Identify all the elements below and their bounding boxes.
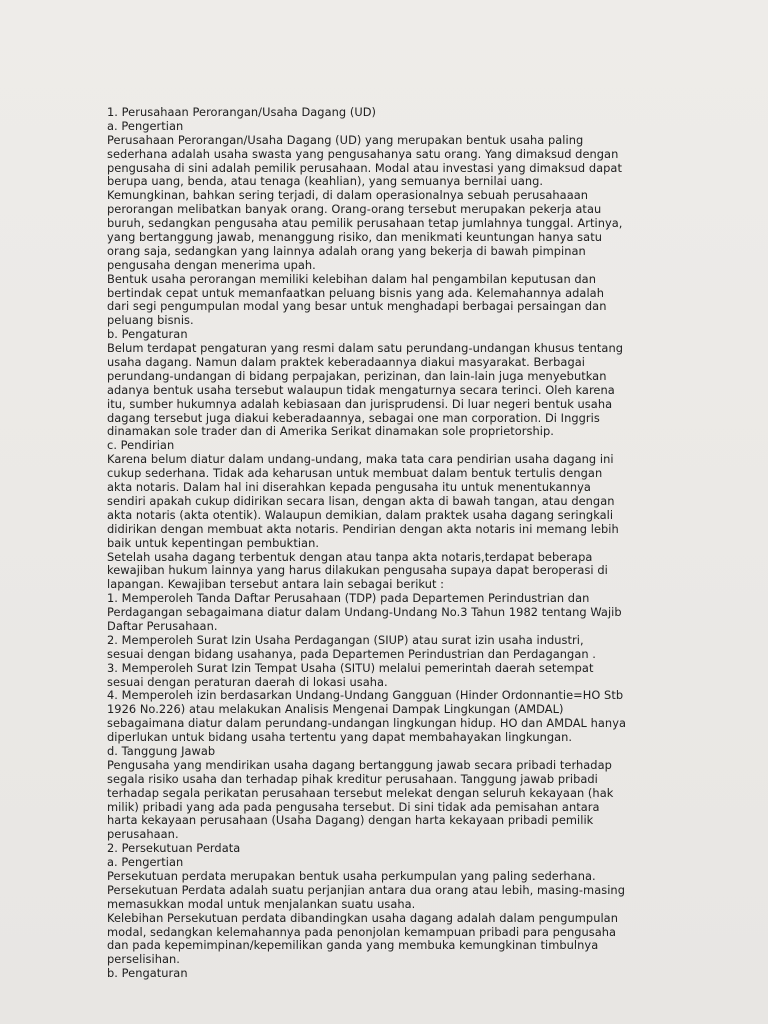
document-line: dinamakan sole trader dan di Amerika Serikat dinamakan sole proprietorship.	[107, 424, 554, 439]
document-line: cukup sederhana. Tidak ada keharusan untuk membuat dalam bentuk tertulis dengan	[107, 466, 603, 481]
document-line: orang saja, sedangkan yang lainnya adalah orang yang bekerja di bawah pimpinan	[107, 243, 586, 258]
document-line: d. Tanggung Jawab	[107, 743, 216, 758]
document-line: Setelah usaha dagang terbentuk dengan atau tanpa akta notaris,terdapat beberapa	[107, 549, 593, 564]
document-body	[107, 106, 707, 981]
document-line: dagang tersebut juga diakui keberadaannya, sebagai one man corporation. Di Inggris	[107, 410, 600, 425]
document-line: itu, sumber hukumnya adalah kebiasaan dan jurisprudensi. Di luar negeri bentuk usaha	[107, 396, 613, 411]
document-line: kewajiban hukum lainnya yang harus dilakukan pengusaha supaya dapat beroperasi di	[107, 563, 608, 578]
document-line: 3. Memperoleh Surat Izin Tempat Usaha (SITU) melalui pemerintah daerah setempat	[107, 660, 594, 675]
document-line: milik) pribadi yang ada pada pengusaha tersebut. Di sini tidak ada pemisahan antara	[107, 799, 600, 814]
document-line: sebagaimana diatur dalam perundang-undangan lingkungan hidup. HO dan AMDAL hanya	[107, 716, 627, 731]
document-line: sesuai dengan peraturan daerah di lokasi usaha.	[107, 674, 388, 689]
document-line: Belum terdapat pengaturan yang resmi dalam satu perundang-undangan khusus tentang	[107, 341, 624, 356]
document-line: memasukkan modal untuk menjalankan suatu usaha.	[107, 896, 416, 911]
document-line: Perdagangan sebagaimana diatur dalam Undang-Undang No.3 Tahun 1982 tentang Wajib	[107, 605, 622, 620]
document-line: 2. Persekutuan Perdata	[107, 841, 241, 856]
document-line: berupa uang, benda, atau tenaga (keahlian), yang semuanya bernilai uang.	[107, 174, 544, 189]
document-line: 1. Perusahaan Perorangan/Usaha Dagang (UD)	[107, 105, 377, 119]
document-line: pengusaha dengan menerima upah.	[107, 257, 316, 272]
document-line: 2. Memperoleh Surat Izin Usaha Perdagangan (SIUP) atau surat izin usaha industri,	[107, 632, 584, 647]
document-line: 1. Memperoleh Tanda Daftar Perusahaan (TDP) pada Departemen Perindustrian dan	[107, 591, 590, 606]
document-line: dan pada kepemimpinan/kepemilikan ganda yang membuka kemungkinan timbulnya	[107, 938, 599, 953]
document-line: terhadap segala perikatan perusahaan tersebut melekat dengan seluruh kekayaan (hak	[107, 785, 614, 800]
document-line: bertindak cepat untuk memanfaatkan peluang bisnis yang ada. Kelemahannya adalah	[107, 285, 604, 300]
document-line: Karena belum diatur dalam undang-undang, maka tata cara pendirian usaha dagang ini	[107, 452, 614, 467]
document-line: didirikan dengan membuat akta notaris. Pendirian dengan akta notaris ini memang lebih	[107, 521, 619, 536]
document-line: b. Pengaturan	[107, 327, 188, 342]
document-line: b. Pengaturan	[107, 966, 188, 981]
document-line: peluang bisnis.	[107, 313, 194, 328]
document-line: segala risiko usaha dan terhadap pihak kreditur perusahaan. Tanggung jawab pribadi	[107, 771, 598, 786]
document-line: Kelebihan Persekutuan perdata dibandingkan usaha dagang adalah dalam pengumpulan	[107, 910, 618, 925]
document-line: 1926 No.226) atau melakukan Analisis Mengenai Dampak Lingkungan (AMDAL)	[107, 702, 564, 717]
document-line: adanya bentuk usaha tersebut walaupun tidak mengaturnya secara terinci. Oleh karena	[107, 382, 615, 397]
document-line: baik untuk kepentingan pembuktian.	[107, 535, 320, 550]
document-line: a. Pengertian	[107, 855, 184, 870]
document-line: lapangan. Kewajiban tersebut antara lain sebagai berikut :	[107, 577, 445, 592]
document-line: c. Pendirian	[107, 438, 175, 453]
document-line: Persekutuan perdata merupakan bentuk usaha perkumpulan yang paling sederhana.	[107, 868, 596, 883]
document-line: yang bertanggung jawab, menanggung risiko, dan menikmati keuntungan hanya satu	[107, 230, 602, 245]
document-line: perselisihan.	[107, 952, 180, 967]
document-line: Persekutuan Perdata adalah suatu perjanjian antara dua orang atau lebih, masing-masing	[107, 882, 625, 897]
document-line: modal, sedangkan kelemahannya pada penonjolan kemampuan pribadi para pengusaha	[107, 924, 617, 939]
document-line: 4. Memperoleh izin berdasarkan Undang-Undang Gangguan (Hinder Ordonnantie=HO Stb	[107, 688, 624, 703]
document-line: Perusahaan Perorangan/Usaha Dagang (UD) yang merupakan bentuk usaha paling	[107, 132, 584, 147]
document-line: diperlukan untuk bidang usaha tertentu yang dapat membahayakan lingkungan.	[107, 730, 573, 745]
document-line: Pengusaha yang mendirikan usaha dagang bertanggung jawab secara pribadi terhadap	[107, 757, 612, 772]
document-line: Bentuk usaha perorangan memiliki kelebihan dalam hal pengambilan keputusan dan	[107, 271, 596, 286]
document-line: a. Pengertian	[107, 118, 184, 133]
document-line: akta notaris (akta otentik). Walaupun demikian, dalam praktek usaha dagang seringkali	[107, 507, 614, 522]
document-line: usaha dagang. Namun dalam praktek keberadaannya diakui masyarakat. Berbagai	[107, 355, 585, 370]
document-line: buruh, sedangkan pengusaha atau pemilik perusahaan tetap jumlahnya tunggal. Artinya,	[107, 216, 623, 231]
document-line: Daftar Perusahaan.	[107, 618, 218, 633]
document-line: Kemungkinan, bahkan sering terjadi, di dalam operasionalnya sebuah perusahaaan	[107, 188, 589, 203]
document-line: sendiri apakah cukup didirikan secara lisan, dengan akta di bawah tangan, atau dengan	[107, 493, 615, 508]
document-line: dari segi pengumpulan modal yang besar untuk menghadapi berbagai persaingan dan	[107, 299, 607, 314]
document-line: sesuai dengan bidang usahanya, pada Departemen Perindustrian dan Perdagangan .	[107, 646, 596, 661]
document-line: pengusaha di sini adalah pemilik perusahaan. Modal atau investasi yang dimaksud dapat	[107, 160, 622, 175]
document-line: perorangan melibatkan banyak orang. Orang-orang tersebut merupakan pekerja atau	[107, 202, 602, 217]
document-line: akta notaris. Dalam hal ini diserahkan kepada pengusaha itu untuk menentukannya	[107, 480, 591, 495]
document-line: sederhana adalah usaha swasta yang pengusahanya satu orang. Yang dimaksud dengan	[107, 146, 619, 161]
document-line: harta kekayaan perusahaan (Usaha Dagang) dengan harta kekayaan pribadi pemilik	[107, 813, 594, 828]
document-line: perundang-undangan di bidang perpajakan, perizinan, dan lain-lain juga menyebutkan	[107, 368, 607, 383]
document-line: perusahaan.	[107, 827, 179, 842]
